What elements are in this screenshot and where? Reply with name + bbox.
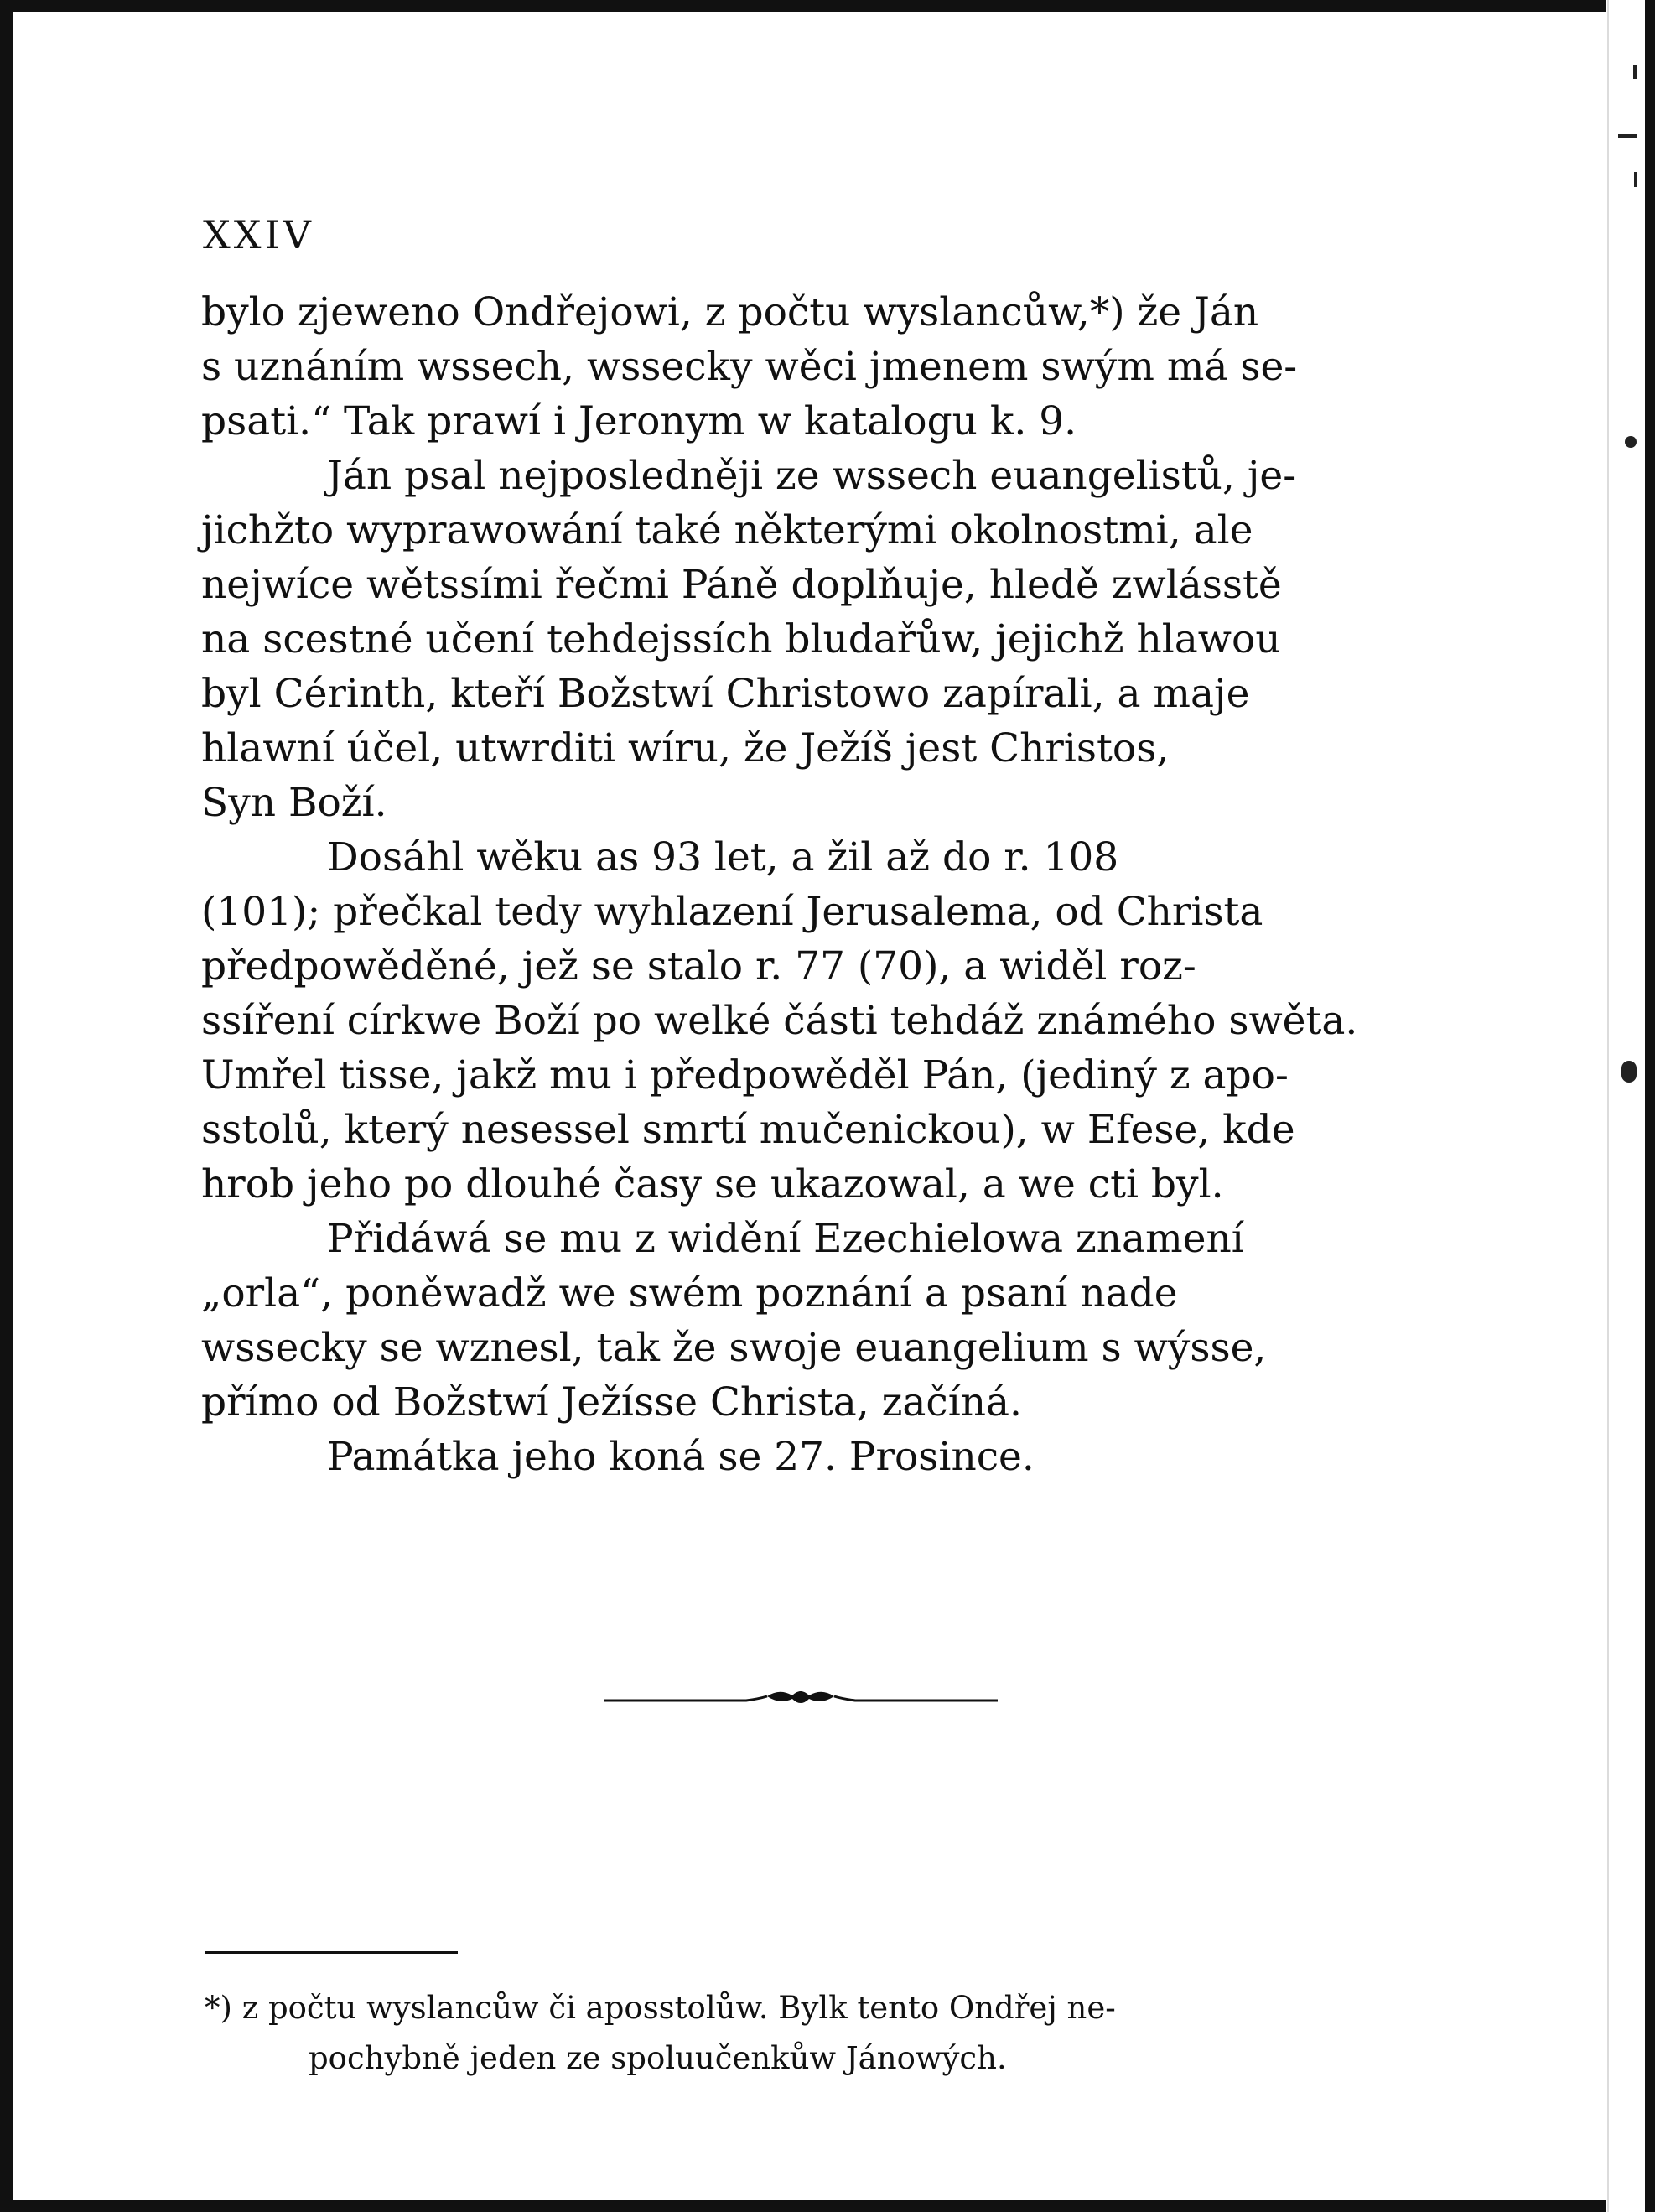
paragraph-4 [201,1212,1392,1430]
text-line: Umřel tisse, jakž mu i předpowěděl Pán, (jediný z apo- [201,1052,1289,1098]
footnote-rule [205,1951,458,1954]
scan-mark [1618,134,1637,138]
text-line: wssecky se wznesl, tak že swoje euangelium s wýsse, [201,1325,1267,1371]
text-line: Ján psal nejposledněji ze wssech euangelistů, je- [327,453,1297,499]
text-line: jichžto wyprawowání také některými okolnostmi, ale [201,507,1253,553]
scan-mark [1625,436,1637,448]
scan-mark [1634,172,1637,187]
ornament-divider [604,1684,998,1717]
ornament-rule-left [604,1696,767,1701]
ornament-dot [796,1691,806,1701]
footnote-line: *) z počtu wyslancůw či aposstolůw. Bylk tento Ondřej ne- [205,1990,1116,2026]
scan-mark [1633,65,1637,79]
footnote-line: pochybně jeden ze spoluučenkůw Jánowých. [309,2040,1007,2076]
text-line: na scestné učení tehdejssích bludařůw, jejichž hlawou [201,616,1281,662]
text-line: „orla“, poněwadž we swém poznání a psaní nade [201,1270,1178,1316]
text-line: hlawní účel, utwrditi wíru, že Ježíš jest Christos, [201,725,1170,771]
text-line: Památka jeho koná se 27. Prosince. [327,1434,1035,1480]
text-line: předpowěděné, jež se stalo r. 77 (70), a widěl roz- [201,943,1196,989]
scan-gutter [1606,0,1645,2212]
scan-mark [1621,1061,1637,1083]
text-line: sstolů, který nesessel smrtí mučenickou), w Efese, kde [201,1107,1295,1153]
main-text [201,285,1392,1484]
text-line: Dosáhl wěku as 93 let, a žil až do r. 108 [327,834,1119,880]
text-line: ssíření církwe Boží po welké části tehdáž známého swěta. [201,998,1358,1044]
text-line: hrob jeho po dlouhé časy se ukazowal, a we cti byl. [201,1161,1224,1207]
text-line: bylo zjeweno Ondřejowi, z počtu wyslancůw,*) že Ján [201,289,1259,335]
footnote [205,1983,1395,2084]
paragraph-1 [201,285,1392,449]
text-line: (101); přečkal tedy wyhlazení Jerusalema, od Christa [201,889,1263,935]
paragraph-2 [201,449,1392,830]
text-line: přímo od Božstwí Ježísse Christa, začíná. [201,1379,1022,1425]
paragraph-5 [201,1430,1392,1484]
text-line: Syn Boží. [201,780,387,826]
text-line: nejwíce wětssími řečmi Páně doplňuje, hledě zwlásstě [201,562,1282,608]
paragraph-3 [201,830,1392,1212]
text-line: s uznáním wssech, wssecky wěci jmenem swým má se- [201,344,1298,390]
text-line: psati.“ Tak prawí i Jeronym w katalogu k. 9. [201,398,1077,444]
ornament-rule-right [834,1696,998,1701]
text-line: byl Cérinth, kteří Božstwí Christowo zapírali, a maje [201,671,1250,717]
gutter-line [1607,0,1609,2212]
text-line: Přidáwá se mu z widění Ezechielowa znamení [327,1216,1244,1262]
page-number: XXIV [203,212,314,257]
